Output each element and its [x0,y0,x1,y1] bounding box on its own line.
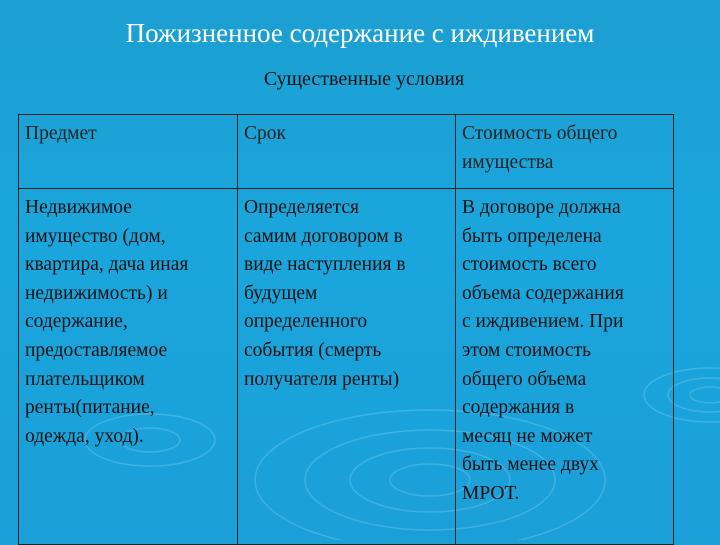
table-header-row [19,115,674,189]
header-term: Срок [238,115,456,189]
cell-subject: Недвижимое имущество (дом, квартира, дача иная недвижимость) и содержание, предоставляемое плательщиком ренты(питание, одежда, уход). [19,189,238,545]
header-subject: Предмет [19,115,238,189]
cell-term: Определяется самим договором в виде наступления в будущем определенного события (смерть получателя ренты) [238,189,456,545]
cell-cost: В договоре должна быть определена стоимость всего объема содержания с иждивением. При этом стоимость общего объема содержания в месяц не может быть менее двух МРОТ. [456,189,674,545]
essential-terms-table [18,114,674,545]
slide-subtitle: Существенные условия [263,68,465,90]
slide-title: Пожизненное содержание с иждивением [125,18,595,48]
header-cost: Стоимость общего имущества [456,115,674,189]
table-row [19,189,674,545]
